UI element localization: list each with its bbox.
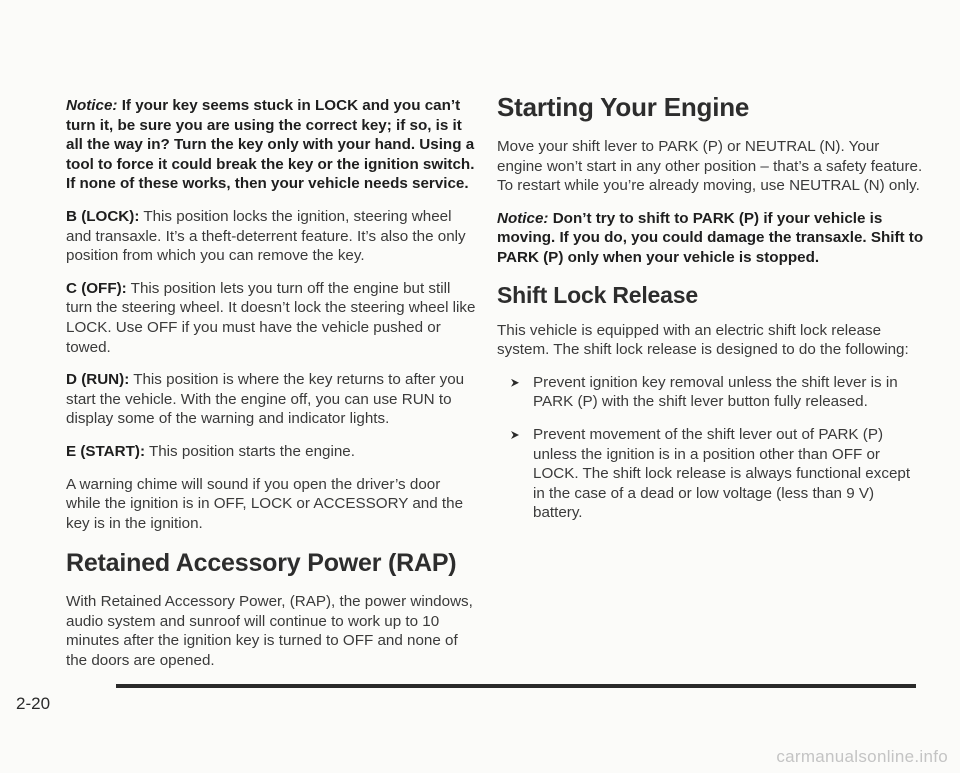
run-position-paragraph <box>66 370 476 429</box>
bullet-icon <box>511 379 519 387</box>
starting-engine-heading: Starting Your Engine <box>497 92 750 122</box>
page-number: 2-20 <box>16 694 51 713</box>
right-column <box>497 92 925 536</box>
off-position-paragraph <box>66 279 476 357</box>
shift-lock-list <box>497 373 925 523</box>
rap-heading: Retained Accessory Power (RAP) <box>66 549 457 578</box>
off-term: C (OFF): <box>66 279 127 297</box>
start-position-paragraph <box>66 442 476 462</box>
list-item-text: Prevent movement of the shift lever out of PARK (P) unless the ignition is in a position other than OFF or LOCK. The shift lock release is always functional except in the case of a dead or low voltage (less than 9 V) battery. <box>533 425 911 522</box>
notice-text: Don’t try to shift to PARK (P) if your vehicle is moving. If you do, you could damage the transaxle. Shift to PARK (P) only when your vehicle is stopped. <box>497 209 924 266</box>
shift-lock-heading: Shift Lock Release <box>497 281 698 308</box>
shift-lock-paragraph: This vehicle is equipped with an electric shift lock release system. The shift lock release is designed to do the following: <box>497 321 909 359</box>
list-item <box>533 373 925 412</box>
notice-text: If your key seems stuck in LOCK and you can’t turn it, be sure you are using the correct key; if so, is it all the way in? Turn the key only with your hand. Using a tool to force it could break the key or the ignition switch. If none of these works, then your vehicle needs service. <box>66 97 475 193</box>
bullet-icon <box>511 431 519 439</box>
park-notice <box>497 209 925 268</box>
start-text: This position starts the engine. <box>145 442 355 460</box>
starting-engine-paragraph: Move your shift lever to PARK (P) or NEUTRAL (N). Your engine won’t start in any other position – that’s a safety feature. To restart while you’re already moving, use NEUTRAL (N) only. <box>497 138 923 195</box>
off-text: This position lets you turn off the engine but still turn the steering wheel. It doesn’t lock the steering wheel like LOCK. Use OFF if you must have the vehicle pushed or towed. <box>66 279 476 356</box>
lock-position-paragraph <box>66 207 476 266</box>
rap-paragraph: With Retained Accessory Power, (RAP), the power windows, audio system and sunroof will continue to work up to 10 minutes after the ignition key is turned to OFF and none of the doors are opened. <box>66 593 473 670</box>
run-text: This position is where the key returns to after you start the vehicle. With the engine off, you can use RUN to display some of the warning and indicator lights. <box>66 371 465 428</box>
list-item <box>533 425 925 523</box>
run-term: D (RUN): <box>66 371 130 389</box>
left-column <box>66 96 476 684</box>
lock-text: This position locks the ignition, steering wheel and transaxle. It’s a theft-deterrent feature. It’s also the only position from which you can remove the key. <box>66 207 466 265</box>
footer-divider <box>116 684 916 688</box>
notice-label: Notice: <box>66 97 118 114</box>
start-term: E (START): <box>66 442 146 460</box>
lock-term: B (LOCK): <box>66 207 140 225</box>
ignition-notice <box>66 96 476 194</box>
list-item-text: Prevent ignition key removal unless the shift lever is in PARK (P) with the shift lever button fully released. <box>533 373 898 411</box>
watermark: carmanualsonline.info <box>776 747 948 766</box>
notice-label: Notice: <box>497 209 549 227</box>
warning-chime-paragraph: A warning chime will sound if you open the driver’s door while the ignition is in OFF, LOCK or ACCESSORY and the key is in the ignition. <box>66 475 464 532</box>
